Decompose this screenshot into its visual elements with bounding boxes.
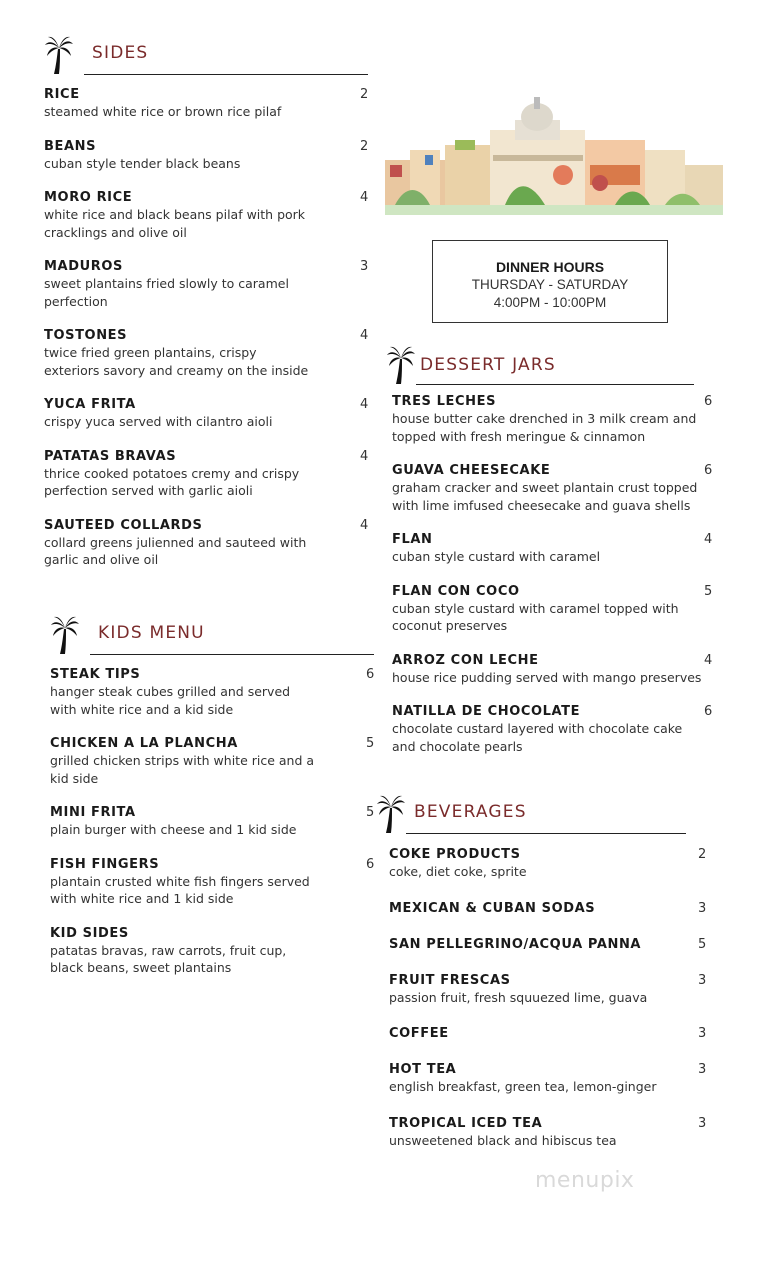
menu-item-price: 3 (698, 1026, 707, 1041)
menu-item-name: SAUTEED COLLARDS (44, 517, 203, 533)
menu-item-description: twice fried green plantains, crispy exteriors savory and creamy on the inside (44, 345, 309, 378)
menu-item (386, 652, 713, 687)
menu-item-description: english breakfast, green tea, lemon-ginger (389, 1079, 657, 1094)
menu-item (376, 1115, 707, 1150)
dessert-jars-header (386, 345, 694, 389)
menu-item (376, 936, 707, 953)
menu-item (44, 396, 369, 431)
menu-item (386, 531, 713, 566)
menu-item-description: cuban style custard with caramel topped with coconut preserves (392, 600, 679, 633)
menu-item-price: 5 (704, 583, 713, 599)
menu-item-name: MADUROS (44, 259, 123, 274)
menu-item-price: 5 (698, 936, 707, 952)
menu-item-description: cuban style custard with caramel (392, 549, 601, 564)
menu-item (376, 972, 707, 1007)
section-title: KIDS MENU (98, 623, 205, 643)
menu-item (376, 1025, 707, 1042)
menu-item-price: 3 (698, 900, 707, 916)
menu-item (44, 86, 369, 121)
section-title: BEVERAGES (414, 802, 527, 822)
section-divider (406, 833, 686, 834)
menu-item-price: 6 (704, 394, 713, 409)
dessert-jars-section (386, 345, 713, 772)
menu-item (386, 703, 713, 755)
menu-item (386, 583, 713, 635)
palm-tree-icon (386, 345, 416, 385)
menu-item-price: 3 (698, 1115, 707, 1131)
menu-item-price: 3 (698, 972, 707, 988)
section-divider (90, 654, 374, 655)
menu-item-price: 4 (704, 652, 713, 668)
menu-item-name: COFFEE (389, 1026, 449, 1041)
menu-item-price: 4 (360, 328, 369, 343)
menu-item-name: KID SIDES (50, 925, 129, 941)
menu-item-price: 2 (698, 847, 707, 862)
section-divider (84, 74, 368, 75)
menu-item-name: TRES LECHES (392, 394, 497, 409)
menu-item-name: STEAK TIPS (50, 667, 141, 682)
menu-item-price: 3 (360, 259, 369, 274)
menu-item (44, 517, 369, 569)
menu-item-name: MEXICAN & CUBAN SODAS (389, 900, 596, 916)
menu-item-description: thrice cooked potatoes cremy and crispy perfection served with garlic aioli (44, 465, 300, 498)
menu-item-description: house rice pudding served with mango preserves (392, 669, 702, 685)
menu-item (50, 735, 375, 787)
section-title: DESSERT JARS (420, 355, 556, 375)
menu-item (376, 846, 707, 881)
menu-item (44, 189, 369, 241)
section-title: SIDES (92, 43, 149, 63)
menu-item-description: unsweetened black and hibiscus tea (389, 1132, 617, 1148)
menu-item-description: hanger steak cubes grilled and served with white rice and a kid side (50, 684, 291, 717)
menu-item-name: SAN PELLEGRINO/ACQUA PANNA (389, 936, 642, 952)
menu-item (386, 462, 713, 514)
menu-item-name: MORO RICE (44, 190, 133, 205)
havana-skyline-illustration (385, 95, 723, 215)
menu-item-name: YUCA FRITA (44, 397, 136, 412)
menu-item (376, 900, 707, 917)
menu-item-description: white rice and black beans pilaf with pork cracklings and olive oil (44, 207, 306, 240)
hours-days: THURSDAY - SATURDAY (471, 277, 629, 292)
menu-item-name: BEANS (44, 138, 97, 154)
beverages-header (376, 794, 686, 838)
kids-menu-header (50, 615, 374, 659)
menu-item-price: 5 (366, 805, 375, 820)
menu-item (50, 804, 375, 839)
menu-item-price: 4 (704, 532, 713, 547)
palm-tree-icon (44, 35, 74, 75)
menu-item-list (386, 393, 713, 755)
menu-item-description: chocolate custard layered with chocolate cake and chocolate pearls (392, 721, 683, 754)
menu-item-description: collard greens julienned and sauteed with garlic and olive oil (44, 534, 307, 567)
menu-item-price: 4 (360, 190, 369, 205)
menu-item (50, 856, 375, 908)
menu-item-name: FLAN CON COCO (392, 583, 520, 599)
menu-item (44, 448, 369, 500)
menu-item-name: RICE (44, 87, 80, 102)
menu-item (50, 925, 320, 977)
menu-item-name: HOT TEA (389, 1062, 457, 1077)
menu-item-description: cuban style tender black beans (44, 155, 241, 171)
menu-item-price: 2 (360, 87, 369, 102)
menu-item-description: steamed white rice or brown rice pilaf (44, 104, 282, 119)
beverages-section (376, 794, 707, 1168)
menu-item-description: passion fruit, fresh squuezed lime, guava (389, 989, 648, 1005)
menu-item (386, 393, 713, 445)
hours-times: 4:00PM - 10:00PM (493, 295, 607, 310)
menu-item-list (44, 86, 368, 569)
watermark: menupix (535, 1168, 635, 1193)
menu-item-name: PATATAS BRAVAS (44, 448, 177, 464)
menu-item-list (50, 666, 374, 977)
menu-item-description: coke, diet coke, sprite (389, 864, 527, 879)
menu-item-name: ARROZ CON LECHE (392, 652, 539, 668)
menu-item (50, 666, 375, 718)
menu-item (44, 138, 369, 173)
menu-item-description: grilled chicken strips with white rice and a kid side (50, 753, 315, 786)
menu-item-description: patatas bravas, raw carrots, fruit cup, black beans, sweet plantains (50, 942, 287, 975)
menu-item (376, 1061, 707, 1096)
menu-item-name: FLAN (392, 532, 433, 547)
hours-title: DINNER HOURS (495, 259, 605, 275)
menu-item-name: TOSTONES (44, 328, 128, 343)
menu-item-description: graham cracker and sweet plantain crust topped with lime imfused cheesecake and guava shells (392, 480, 698, 513)
menu-item-name: CHICKEN A LA PLANCHA (50, 736, 238, 751)
menu-item-name: MINI FRITA (50, 805, 136, 820)
menu-item-price: 4 (360, 448, 369, 464)
menu-item-description: house butter cake drenched in 3 milk cream and topped with fresh meringue & cinnamon (392, 411, 697, 444)
menu-item (44, 258, 369, 310)
menu-item-price: 3 (698, 1062, 707, 1077)
menu-item-name: FRUIT FRESCAS (389, 972, 511, 988)
menu-item-price: 4 (360, 397, 369, 412)
palm-tree-icon (376, 794, 406, 834)
menu-item-description: plain burger with cheese and 1 kid side (50, 822, 297, 837)
menu-item-name: GUAVA CHEESECAKE (392, 463, 551, 478)
menu-item-name: COKE PRODUCTS (389, 847, 521, 862)
dinner-hours-box (432, 240, 668, 323)
menu-item-name: TROPICAL ICED TEA (389, 1115, 543, 1131)
menu-item-name: FISH FINGERS (50, 856, 160, 872)
menu-item-description: plantain crusted white fish fingers served with white rice and 1 kid side (50, 873, 310, 906)
menu-item-description: sweet plantains fried slowly to caramel perfection (44, 276, 289, 309)
sides-section (44, 35, 368, 586)
menu-item-price: 4 (360, 517, 369, 533)
menu-item-price: 5 (366, 736, 375, 751)
menu-item-price: 6 (366, 856, 375, 872)
menu-item-price: 6 (366, 667, 375, 682)
menu-item-name: NATILLA DE CHOCOLATE (392, 704, 581, 719)
menu-item-price: 2 (360, 138, 369, 154)
section-divider (416, 384, 694, 385)
palm-tree-icon (50, 615, 80, 655)
menu-item-description: crispy yuca served with cilantro aioli (44, 414, 273, 429)
sides-header (44, 35, 368, 79)
menu-item-price: 6 (704, 463, 713, 478)
menu-item (44, 327, 369, 379)
kids-menu-section (50, 615, 374, 994)
menu-item-list (376, 846, 706, 1149)
menu-item-price: 6 (704, 704, 713, 719)
